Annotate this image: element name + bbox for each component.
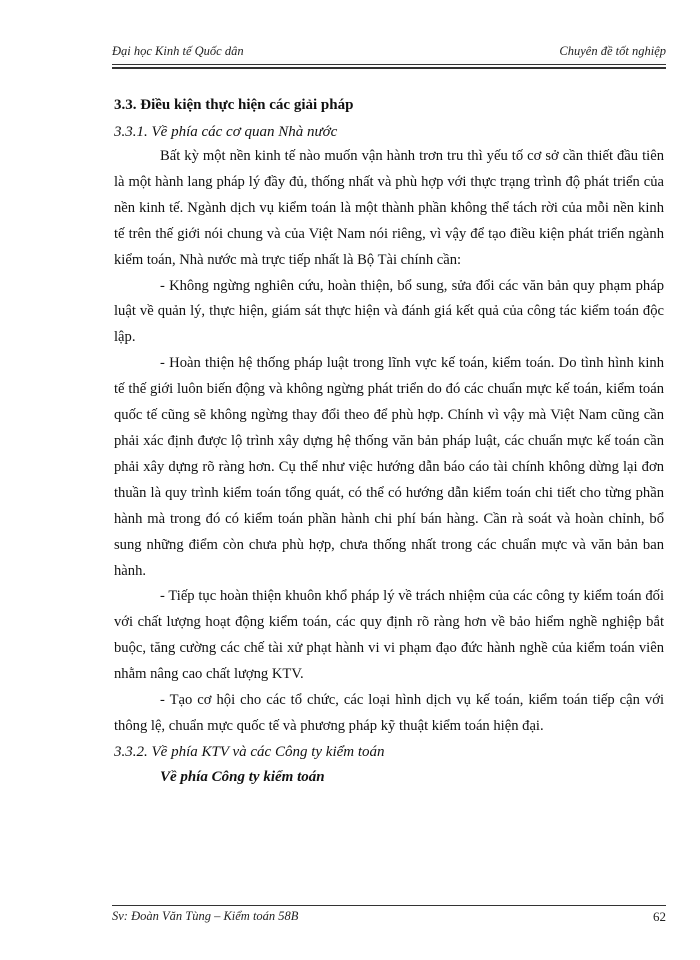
section-title: 3.3. Điều kiện thực hiện các giải pháp	[114, 97, 354, 113]
subsection-title-state-agencies: 3.3.1. Về phía các cơ quan Nhà nước	[114, 124, 338, 140]
subheading-audit-company: Về phía Công ty kiểm toán	[160, 768, 325, 785]
paragraph-bullet-opportunity: - Tạo cơ hội cho các tổ chức, các loại hình dịch vụ kế toán, kiểm toán tiếp cận với thông lệ, chuẩn mực quốc tế và phương pháp kỹ thuật kiểm toán hiện đại.	[114, 692, 664, 734]
paragraph-bullet-legal-system: - Hoàn thiện hệ thống pháp luật trong lĩnh vực kế toán, kiểm toán. Do tình hình kinh tế thế giới luôn biến động và không ngừng phát triển do đó các chuẩn mực kế toán, kiểm toán quốc tế cũng sẽ không ngừng thay đổi theo để phù hợp. Chính vì vậy mà Việt Nam cũng cần phải xác định được lộ trình xây dựng hệ thống văn bản pháp luật, các chuẩn mực kế toán cần phải xây dựng rõ ràng hơn. Cụ thể như việc hướng dẫn báo cáo tài chính không dừng lại đơn thuần là quy trình kiểm toán tổng quát, có thể có hướng dẫn kiểm toán chi tiết cho từng phần hành mà trong đó có kiểm toán phần hành chi phí bán hàng. Cần rà soát và hoàn chỉnh, bổ sung những điểm còn chưa phù hợp, chưa thống nhất trong các chuẩn mực và văn bản ban hành.	[114, 355, 664, 579]
header-rule-thin	[112, 64, 666, 65]
header-rule-thick	[112, 67, 666, 69]
page-number: 62	[653, 909, 666, 924]
page-body	[114, 94, 664, 790]
footer-rule	[112, 905, 666, 906]
footer-student: Sv: Đoàn Văn Tùng – Kiểm toán 58B	[112, 909, 299, 923]
page-header	[112, 42, 666, 62]
paragraph-bullet-research: - Không ngừng nghiên cứu, hoàn thiện, bổ sung, sửa đổi các văn bản quy phạm pháp luật về quản lý, thực hiện, giám sát thực hiện và đánh giá kết quả của công tác kiểm toán độc lập.	[114, 277, 664, 346]
paragraph-intro: Bất kỳ một nền kinh tế nào muốn vận hành trơn tru thì yếu tố cơ sở cần thiết đầu tiên là một hành lang pháp lý đầy đủ, thống nhất và phù hợp với thực trạng trình độ phát triển của nền kinh tế. Ngành dịch vụ kiểm toán là một thành phần không thể tách rời của mỗi nền kinh tế trên thế giới nói chung và của Việt Nam nói riêng, vì vậy để tạo điều kiện phát triển ngành kiểm toán, Nhà nước mà trực tiếp nhất là Bộ Tài chính cần:	[114, 148, 664, 268]
paragraph-bullet-responsibility: - Tiếp tục hoàn thiện khuôn khổ pháp lý về trách nhiệm của các công ty kiểm toán đối với chất lượng hoạt động kiểm toán, các quy định rõ ràng hơn về bảo hiểm nghề nghiệp bắt buộc, tăng cường các chế tài xử phạt hành vi vi phạm đạo đức hành nghề của kiểm toán viên nhằm nâng cao chất lượng KTV.	[114, 588, 664, 683]
header-document-type: Chuyên đề tốt nghiệp	[559, 44, 666, 58]
subsection-title-auditors: 3.3.2. Về phía KTV và các Công ty kiểm toán	[114, 743, 385, 760]
header-university: Đại học Kinh tế Quốc dân	[112, 44, 244, 58]
